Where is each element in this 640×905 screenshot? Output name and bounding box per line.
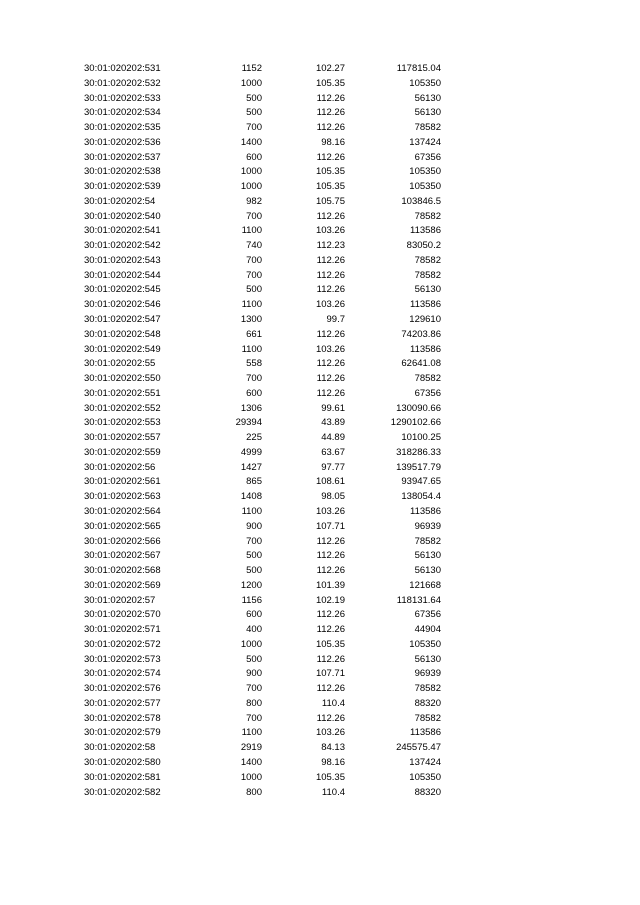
table-row — [0, 653, 640, 668]
cadastral-number-cell: 30:01:020202:551 — [84, 387, 161, 399]
cadastral-number-cell: 30:01:020202:559 — [84, 446, 161, 458]
quantity-cell: 700 — [246, 712, 262, 724]
price-cell: 112.26 — [316, 122, 345, 134]
cadastral-number-cell: 30:01:020202:544 — [84, 269, 161, 281]
table-row — [0, 328, 640, 343]
cadastral-number-cell: 30:01:020202:537 — [84, 151, 161, 163]
table-row — [0, 697, 640, 712]
cadastral-number-cell: 30:01:020202:571 — [84, 624, 161, 636]
table-row — [0, 623, 640, 638]
table-row — [0, 416, 640, 431]
quantity-cell: 700 — [246, 254, 262, 266]
cadastral-number-cell: 30:01:020202:570 — [84, 609, 161, 621]
price-cell: 112.26 — [316, 254, 345, 266]
price-cell: 102.27 — [315, 63, 345, 74]
total-cell: 139517.79 — [396, 461, 441, 473]
total-cell: 318286.33 — [396, 446, 441, 458]
quantity-cell: 1000 — [240, 181, 262, 193]
quantity-cell: 500 — [246, 653, 262, 665]
total-cell: 56130 — [414, 550, 441, 562]
total-cell: 138054.4 — [401, 491, 441, 503]
total-cell: 137424 — [409, 756, 441, 768]
quantity-cell: 740 — [246, 240, 262, 252]
cadastral-number-cell: 30:01:020202:543 — [84, 254, 161, 266]
quantity-cell: 700 — [246, 683, 262, 695]
table-row — [0, 712, 640, 727]
table-row — [0, 136, 640, 151]
cadastral-number-cell: 30:01:020202:580 — [84, 756, 161, 768]
quantity-cell: 1200 — [240, 579, 262, 591]
table-row — [0, 106, 640, 121]
price-cell: 112.26 — [316, 328, 345, 340]
table-row — [0, 549, 640, 564]
cadastral-number-cell: 30:01:020202:539 — [84, 181, 161, 193]
price-cell: 105.35 — [315, 166, 345, 178]
price-cell: 103.26 — [315, 343, 345, 355]
price-cell: 105.35 — [315, 77, 345, 89]
total-cell: 78582 — [414, 683, 441, 695]
cadastral-number-cell: 30:01:020202:56 — [84, 461, 156, 473]
cadastral-number-cell: 30:01:020202:568 — [84, 565, 161, 577]
total-cell: 56130 — [414, 653, 441, 665]
table-row — [0, 313, 640, 328]
price-cell: 98.16 — [321, 756, 345, 768]
table-row — [0, 269, 640, 284]
quantity-cell: 700 — [246, 210, 262, 222]
cadastral-number-cell: 30:01:020202:557 — [84, 432, 161, 444]
total-cell: 88320 — [414, 786, 441, 798]
cadastral-number-cell: 30:01:020202:533 — [84, 92, 161, 104]
price-cell: 98.16 — [321, 136, 345, 148]
cadastral-number-cell: 30:01:020202:578 — [84, 712, 161, 724]
table-row — [0, 490, 640, 505]
cadastral-number-cell: 30:01:020202:542 — [84, 240, 161, 252]
total-cell: 129610 — [409, 314, 441, 326]
quantity-cell: 1000 — [240, 166, 262, 178]
quantity-cell: 1100 — [241, 505, 262, 517]
table-row — [0, 92, 640, 107]
cadastral-number-cell: 30:01:020202:569 — [84, 579, 161, 591]
quantity-cell: 225 — [246, 432, 262, 444]
quantity-cell: 1100 — [241, 727, 262, 739]
total-cell: 130090.66 — [396, 402, 441, 414]
table-row — [0, 298, 640, 313]
price-cell: 102.19 — [315, 594, 345, 606]
quantity-cell: 1427 — [240, 461, 262, 473]
total-cell: 56130 — [414, 284, 441, 296]
table-row — [0, 224, 640, 239]
table-row — [0, 594, 640, 609]
price-cell: 112.26 — [316, 565, 345, 577]
quantity-cell: 1152 — [241, 63, 262, 74]
cadastral-number-cell: 30:01:020202:552 — [84, 402, 161, 414]
quantity-cell: 900 — [246, 668, 262, 680]
price-cell: 101.39 — [315, 579, 345, 591]
total-cell: 121668 — [409, 579, 441, 591]
cadastral-number-cell: 30:01:020202:58 — [84, 742, 156, 754]
table-row — [0, 771, 640, 786]
price-cell: 103.26 — [315, 299, 345, 311]
cadastral-number-cell: 30:01:020202:549 — [84, 343, 161, 355]
table-row — [0, 254, 640, 269]
price-cell: 105.35 — [315, 771, 345, 783]
quantity-cell: 4999 — [240, 446, 262, 458]
total-cell: 78582 — [414, 373, 441, 385]
quantity-cell: 1000 — [240, 638, 262, 650]
table-row — [0, 372, 640, 387]
cadastral-number-cell: 30:01:020202:535 — [84, 122, 161, 134]
total-cell: 78582 — [414, 712, 441, 724]
cadastral-number-cell: 30:01:020202:546 — [84, 299, 161, 311]
price-cell: 110.4 — [321, 697, 345, 709]
cadastral-number-cell: 30:01:020202:565 — [84, 520, 161, 532]
quantity-cell: 500 — [246, 550, 262, 562]
cadastral-number-cell: 30:01:020202:541 — [84, 225, 161, 237]
total-cell: 74203.86 — [401, 328, 441, 340]
price-cell: 110.4 — [321, 786, 345, 798]
total-cell: 67356 — [414, 387, 441, 399]
total-cell: 113586 — [410, 299, 441, 311]
price-cell: 112.26 — [316, 107, 345, 119]
quantity-cell: 1000 — [240, 77, 262, 89]
table-row — [0, 387, 640, 402]
table-row — [0, 520, 640, 535]
cadastral-number-cell: 30:01:020202:567 — [84, 550, 161, 562]
total-cell: 88320 — [414, 697, 441, 709]
table-row — [0, 431, 640, 446]
total-cell: 105350 — [409, 181, 441, 193]
quantity-cell: 1100 — [241, 225, 262, 237]
table-row — [0, 505, 640, 520]
price-cell: 112.26 — [316, 535, 345, 547]
table-row — [0, 756, 640, 771]
cadastral-number-cell: 30:01:020202:563 — [84, 491, 161, 503]
price-cell: 112.26 — [316, 653, 345, 665]
cadastral-number-cell: 30:01:020202:531 — [84, 63, 161, 74]
quantity-cell: 700 — [246, 535, 262, 547]
total-cell: 56130 — [414, 107, 441, 119]
total-cell: 96939 — [414, 520, 441, 532]
table-row — [0, 786, 640, 801]
cadastral-number-cell: 30:01:020202:532 — [84, 77, 161, 89]
total-cell: 105350 — [409, 77, 441, 89]
table-row — [0, 151, 640, 166]
table-row — [0, 741, 640, 756]
price-cell: 103.26 — [315, 225, 345, 237]
quantity-cell: 2919 — [240, 742, 262, 754]
cadastral-number-cell: 30:01:020202:572 — [84, 638, 161, 650]
quantity-cell: 1100 — [241, 343, 262, 355]
quantity-cell: 1400 — [240, 136, 262, 148]
price-cell: 105.35 — [315, 638, 345, 650]
quantity-cell: 800 — [246, 697, 262, 709]
quantity-cell: 1306 — [240, 402, 262, 414]
total-cell: 113586 — [410, 505, 441, 517]
table-row — [0, 357, 640, 372]
cadastral-number-cell: 30:01:020202:577 — [84, 697, 161, 709]
cadastral-number-cell: 30:01:020202:57 — [84, 594, 156, 606]
table-row — [0, 608, 640, 623]
price-cell: 112.26 — [316, 373, 345, 385]
table-row — [0, 475, 640, 490]
total-cell: 245575.47 — [396, 742, 441, 754]
price-cell: 99.61 — [321, 402, 345, 414]
total-cell: 78582 — [414, 122, 441, 134]
table-row — [0, 343, 640, 358]
quantity-cell: 982 — [246, 195, 262, 207]
total-cell: 117815.04 — [396, 63, 441, 74]
total-cell: 78582 — [414, 210, 441, 222]
price-cell: 112.26 — [316, 609, 345, 621]
table-row — [0, 461, 640, 476]
quantity-cell: 600 — [246, 609, 262, 621]
price-cell: 103.26 — [315, 727, 345, 739]
cadastral-number-cell: 30:01:020202:573 — [84, 653, 161, 665]
table-row — [0, 726, 640, 741]
price-cell: 105.35 — [315, 181, 345, 193]
cadastral-number-cell: 30:01:020202:566 — [84, 535, 161, 547]
table-row — [0, 446, 640, 461]
price-cell: 112.26 — [316, 210, 345, 222]
cadastral-number-cell: 30:01:020202:579 — [84, 727, 161, 739]
price-cell: 112.26 — [316, 269, 345, 281]
quantity-cell: 1300 — [240, 314, 262, 326]
price-cell: 112.26 — [316, 358, 345, 370]
price-cell: 63.67 — [321, 446, 345, 458]
total-cell: 44904 — [414, 624, 441, 636]
price-cell: 98.05 — [321, 491, 345, 503]
quantity-cell: 600 — [246, 387, 262, 399]
total-cell: 67356 — [414, 151, 441, 163]
cadastral-number-cell: 30:01:020202:576 — [84, 683, 161, 695]
quantity-cell: 29394 — [235, 417, 262, 429]
table-row — [0, 564, 640, 579]
cadastral-number-cell: 30:01:020202:547 — [84, 314, 161, 326]
table-row — [0, 210, 640, 225]
quantity-cell: 600 — [246, 151, 262, 163]
price-cell: 112.26 — [316, 92, 345, 104]
price-cell: 112.26 — [316, 683, 345, 695]
quantity-cell: 1000 — [240, 771, 262, 783]
price-cell: 112.26 — [316, 151, 345, 163]
cadastral-number-cell: 30:01:020202:540 — [84, 210, 161, 222]
price-cell: 108.61 — [315, 476, 345, 488]
quantity-cell: 1156 — [241, 594, 262, 606]
cadastral-number-cell: 30:01:020202:534 — [84, 107, 161, 119]
quantity-cell: 500 — [246, 284, 262, 296]
price-cell: 112.26 — [316, 624, 345, 636]
total-cell: 78582 — [414, 535, 441, 547]
total-cell: 113586 — [410, 343, 441, 355]
price-cell: 107.71 — [315, 520, 345, 532]
quantity-cell: 1408 — [240, 491, 262, 503]
cadastral-number-cell: 30:01:020202:536 — [84, 136, 161, 148]
total-cell: 137424 — [409, 136, 441, 148]
quantity-cell: 500 — [246, 92, 262, 104]
table-row — [0, 682, 640, 697]
quantity-cell: 500 — [246, 107, 262, 119]
price-cell: 105.75 — [315, 195, 345, 207]
cadastral-number-cell: 30:01:020202:55 — [84, 358, 156, 370]
table-row — [0, 195, 640, 210]
price-cell: 103.26 — [315, 505, 345, 517]
cadastral-number-cell: 30:01:020202:581 — [84, 771, 161, 783]
cadastral-number-cell: 30:01:020202:574 — [84, 668, 161, 680]
cadastral-number-cell: 30:01:020202:564 — [84, 505, 161, 517]
cadastral-number-cell: 30:01:020202:548 — [84, 328, 161, 340]
price-cell: 84.13 — [321, 742, 345, 754]
total-cell: 105350 — [409, 771, 441, 783]
total-cell: 83050.2 — [406, 240, 441, 252]
total-cell: 78582 — [414, 254, 441, 266]
quantity-cell: 1400 — [240, 756, 262, 768]
table-row — [0, 239, 640, 254]
total-cell: 105350 — [409, 638, 441, 650]
table-row — [0, 121, 640, 136]
total-cell: 118131.64 — [396, 594, 441, 606]
table-row — [0, 180, 640, 195]
price-cell: 112.23 — [316, 240, 345, 252]
total-cell: 78582 — [414, 269, 441, 281]
quantity-cell: 700 — [246, 122, 262, 134]
price-cell: 43.89 — [321, 417, 345, 429]
quantity-cell: 700 — [246, 269, 262, 281]
quantity-cell: 865 — [246, 476, 262, 488]
table-row — [0, 638, 640, 653]
total-cell: 67356 — [414, 609, 441, 621]
cadastral-number-cell: 30:01:020202:582 — [84, 786, 161, 798]
cadastral-number-cell: 30:01:020202:545 — [84, 284, 161, 296]
total-cell: 105350 — [409, 166, 441, 178]
total-cell: 96939 — [414, 668, 441, 680]
quantity-cell: 700 — [246, 373, 262, 385]
price-cell: 112.26 — [316, 387, 345, 399]
table-row — [0, 77, 640, 92]
price-cell: 44.89 — [321, 432, 345, 444]
price-cell: 97.77 — [321, 461, 345, 473]
price-cell: 99.7 — [326, 314, 345, 326]
quantity-cell: 558 — [246, 358, 262, 370]
quantity-cell: 400 — [246, 624, 262, 636]
table-row — [0, 165, 640, 180]
quantity-cell: 661 — [246, 328, 262, 340]
table-row — [0, 535, 640, 550]
price-cell: 112.26 — [316, 284, 345, 296]
total-cell: 113586 — [410, 225, 441, 237]
table-row — [0, 402, 640, 417]
quantity-cell: 500 — [246, 565, 262, 577]
total-cell: 1290102.66 — [390, 417, 441, 429]
total-cell: 103846.5 — [401, 195, 441, 207]
total-cell: 10100.25 — [401, 432, 441, 444]
table-row — [0, 62, 640, 77]
total-cell: 93947.65 — [401, 476, 441, 488]
cadastral-number-cell: 30:01:020202:538 — [84, 166, 161, 178]
price-cell: 107.71 — [315, 668, 345, 680]
price-cell: 112.26 — [316, 712, 345, 724]
total-cell: 56130 — [414, 565, 441, 577]
total-cell: 113586 — [410, 727, 441, 739]
total-cell: 62641.08 — [401, 358, 441, 370]
quantity-cell: 800 — [246, 786, 262, 798]
table-row — [0, 579, 640, 594]
data-table — [0, 62, 640, 800]
quantity-cell: 1100 — [241, 299, 262, 311]
cadastral-number-cell: 30:01:020202:550 — [84, 373, 161, 385]
price-cell: 112.26 — [316, 550, 345, 562]
table-row — [0, 667, 640, 682]
cadastral-number-cell: 30:01:020202:561 — [84, 476, 161, 488]
cadastral-number-cell: 30:01:020202:54 — [84, 195, 156, 207]
total-cell: 56130 — [414, 92, 441, 104]
table-row — [0, 283, 640, 298]
quantity-cell: 900 — [246, 520, 262, 532]
cadastral-number-cell: 30:01:020202:553 — [84, 417, 161, 429]
